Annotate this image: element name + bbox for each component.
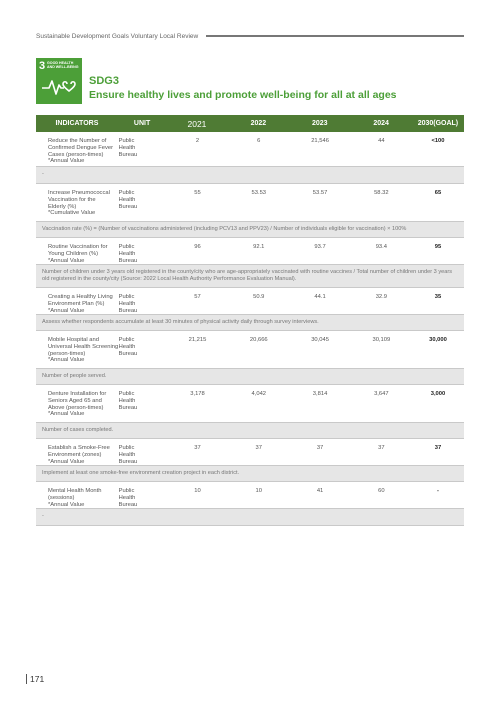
value-cell: 41	[316, 488, 324, 494]
unit-line: Bureau	[118, 257, 138, 264]
indicator-line: Confirmed Dengue Fever	[48, 144, 114, 151]
value-cell: 30,045	[311, 337, 329, 343]
unit-line: Public	[118, 244, 135, 250]
unit-cell	[119, 445, 167, 465]
indicators-table	[36, 115, 464, 526]
value-cell: 3,814	[312, 391, 328, 397]
indicator-line: (person-times)	[48, 350, 86, 357]
sdg-icon-label-line2: AND WELL-BEING	[47, 65, 79, 70]
value-cell: 53.57	[312, 190, 328, 196]
indicator-note: -	[36, 509, 464, 526]
indicator-note: Vaccination rate (%) = (Number of vaccinations administered (including PCV13 and PPV23) / Number of individuals eligible for vaccination) × 100%	[36, 222, 464, 238]
sdg-icon-number: 3	[39, 60, 46, 72]
sdg-icon-label-line1: GOOD HEALTH	[47, 61, 74, 65]
value-cell: 37	[255, 445, 262, 451]
value-cell: 2	[195, 138, 200, 144]
col-header-indicators: INDICATORS	[55, 120, 99, 127]
unit-cell	[119, 337, 167, 357]
indicator-line: Establish a Smoke-Free	[48, 445, 110, 451]
value-cell: 3,647	[374, 391, 389, 397]
unit-line: Health	[118, 451, 136, 458]
indicator-line: Universal Health Screening	[48, 343, 119, 350]
value-cell: 55	[194, 190, 201, 196]
indicator-line: *Annual Value	[48, 307, 85, 314]
indicator-line: Cases (person-times)	[48, 151, 104, 158]
col-header-2021: 2021	[187, 118, 207, 129]
indicator-line: Environment Plan (%)	[48, 300, 105, 307]
indicator-note: Implement at least one smoke-free environment creation project in each district.	[36, 466, 464, 482]
value-cell: 37	[378, 445, 385, 451]
goal-cell: 35	[434, 294, 442, 300]
indicator-line: Seniors Aged 65 and	[48, 397, 102, 404]
unit-line: Bureau	[118, 350, 138, 357]
unit-line: Health	[118, 397, 136, 404]
unit-cell	[119, 294, 167, 314]
col-header-2023: 2023	[311, 120, 328, 127]
goal-cell: <100	[431, 138, 445, 144]
value-cell: 21,546	[311, 138, 329, 144]
indicator-cell	[36, 244, 119, 264]
indicator-line: *Annual Value	[48, 158, 85, 165]
goal-cell: 65	[434, 190, 442, 196]
value-cell: 53.53	[251, 190, 267, 196]
unit-line: Bureau	[118, 203, 138, 210]
value-cell: 30,109	[372, 337, 391, 343]
table-row	[36, 132, 464, 167]
indicator-line: Routine Vaccination for	[48, 244, 108, 250]
goal-cell: 3,000	[430, 391, 446, 397]
value-cell: 57	[194, 294, 201, 300]
unit-line: Health	[118, 494, 136, 501]
value-cell: 44.1	[314, 294, 326, 300]
indicator-line: *Annual Value	[48, 257, 85, 264]
col-header-2024: 2024	[373, 120, 389, 127]
value-cell: 10	[194, 488, 201, 494]
indicator-line: Environment (zones)	[48, 451, 102, 458]
goal-cell: 30,000	[429, 337, 447, 343]
unit-line: Public	[118, 294, 135, 300]
page-number	[26, 674, 44, 684]
indicator-line: Above (person-times)	[48, 404, 104, 411]
value-cell: 37	[316, 445, 324, 451]
indicator-line: (sessions)	[48, 494, 75, 501]
indicator-cell	[36, 294, 119, 314]
unit-line: Health	[118, 144, 136, 151]
table-row	[36, 331, 464, 369]
indicator-cell	[36, 138, 119, 165]
goal-cell: 37	[434, 445, 442, 451]
indicator-line: Vaccination for the	[48, 196, 96, 203]
value-cell: 3,178	[190, 391, 205, 397]
indicator-note: Assess whether respondents accumulate at least 30 minutes of physical activity daily through survey interviews.	[36, 315, 464, 331]
unit-line: Public	[118, 391, 135, 397]
sdg3-logo	[36, 58, 82, 104]
col-header-unit: UNIT	[133, 120, 151, 127]
unit-line: Bureau	[118, 501, 138, 508]
value-cell: 92.1	[253, 244, 265, 250]
unit-line: Health	[118, 300, 136, 307]
unit-line: Public	[118, 138, 135, 144]
unit-line: Public	[118, 488, 135, 494]
unit-line: Bureau	[118, 151, 138, 158]
value-cell: 44	[378, 138, 385, 144]
table-row	[36, 385, 464, 423]
unit-line: Health	[118, 250, 136, 257]
indicator-cell	[36, 391, 119, 418]
page-number-bar	[26, 674, 27, 684]
sdg-code: SDG3	[89, 75, 119, 87]
table-row	[36, 288, 464, 315]
header-rule	[206, 35, 464, 37]
unit-line: Health	[118, 196, 136, 203]
value-cell: 32.9	[375, 294, 387, 300]
sdg-icon-label	[47, 61, 79, 69]
value-cell: 37	[194, 445, 201, 451]
indicator-line: *Annual Value	[48, 458, 85, 465]
indicator-line: Mobile Hospital and	[48, 337, 99, 343]
indicator-note: Number of children under 3 years old registered in the county/city who are age-appropriately vaccinated with routine vaccines / Total number of children under 3 years old registered in the county/city (Source: 2022 Local Health Authority Performance Evaluation Manual).	[36, 265, 464, 288]
table-row	[36, 238, 464, 265]
value-cell: 10	[255, 488, 262, 494]
indicator-line: Increase Pneumococcal	[48, 190, 110, 196]
unit-line: Bureau	[118, 307, 138, 314]
table-row	[36, 482, 464, 509]
heartbeat-icon	[41, 76, 77, 98]
table-row	[36, 184, 464, 222]
indicator-line: *Annual Value	[48, 357, 85, 364]
indicator-line: *Annual Value	[48, 501, 85, 508]
unit-cell	[119, 138, 167, 158]
indicator-cell	[36, 488, 119, 508]
value-cell: 50.9	[253, 294, 265, 300]
value-cell: 6	[257, 138, 261, 144]
unit-line: Public	[118, 445, 135, 451]
value-cell: 4,042	[251, 391, 267, 397]
unit-cell	[119, 391, 167, 411]
value-cell: 58.32	[374, 190, 389, 196]
value-cell: 21,215	[188, 337, 207, 343]
goal-cell: 95	[434, 244, 442, 250]
page-number-text: 171	[30, 674, 45, 684]
indicator-cell	[36, 337, 119, 364]
value-cell: 96	[194, 244, 201, 250]
indicator-line: Creating a Healthy Living	[48, 294, 113, 300]
indicator-line: *Cumulative Value	[48, 210, 96, 217]
unit-cell	[119, 190, 167, 210]
page-header-text: Sustainable Development Goals Voluntary Local Review	[36, 32, 199, 40]
value-cell: 93.7	[314, 244, 326, 250]
indicator-line: Mental Health Month	[48, 488, 102, 494]
indicator-line: Elderly (%)	[48, 203, 77, 210]
unit-cell	[119, 244, 167, 264]
goal-cell: -	[437, 488, 439, 494]
indicator-note: Number of people served.	[36, 369, 464, 385]
col-header-goal: 2030(GOAL)	[417, 120, 459, 127]
unit-line: Public	[118, 190, 135, 196]
sdg-heading	[36, 58, 464, 106]
indicator-line: Denture Installation for	[48, 391, 107, 397]
indicator-line: Reduce the Number of	[48, 138, 107, 144]
indicator-line: *Annual Value	[48, 411, 85, 418]
table-body	[36, 132, 464, 526]
col-header-2022: 2022	[250, 120, 267, 127]
unit-line: Bureau	[118, 458, 138, 465]
value-cell: 20,666	[249, 337, 268, 343]
indicator-cell	[36, 445, 119, 465]
value-cell: 93.4	[375, 244, 387, 250]
unit-line: Bureau	[118, 404, 138, 411]
unit-line: Public	[118, 337, 135, 343]
indicator-note: Number of cases completed.	[36, 423, 464, 439]
sdg-title: Ensure healthy lives and promote well-being for all at all ages	[89, 89, 397, 101]
indicator-line: Young Children (%)	[48, 250, 99, 257]
page-header	[36, 30, 464, 42]
indicator-note: -	[36, 167, 464, 184]
value-cell: 60	[378, 488, 385, 494]
indicator-cell	[36, 190, 119, 217]
unit-line: Health	[118, 343, 136, 350]
table-row	[36, 439, 464, 466]
table-header-row	[36, 115, 464, 132]
unit-cell	[119, 488, 167, 508]
